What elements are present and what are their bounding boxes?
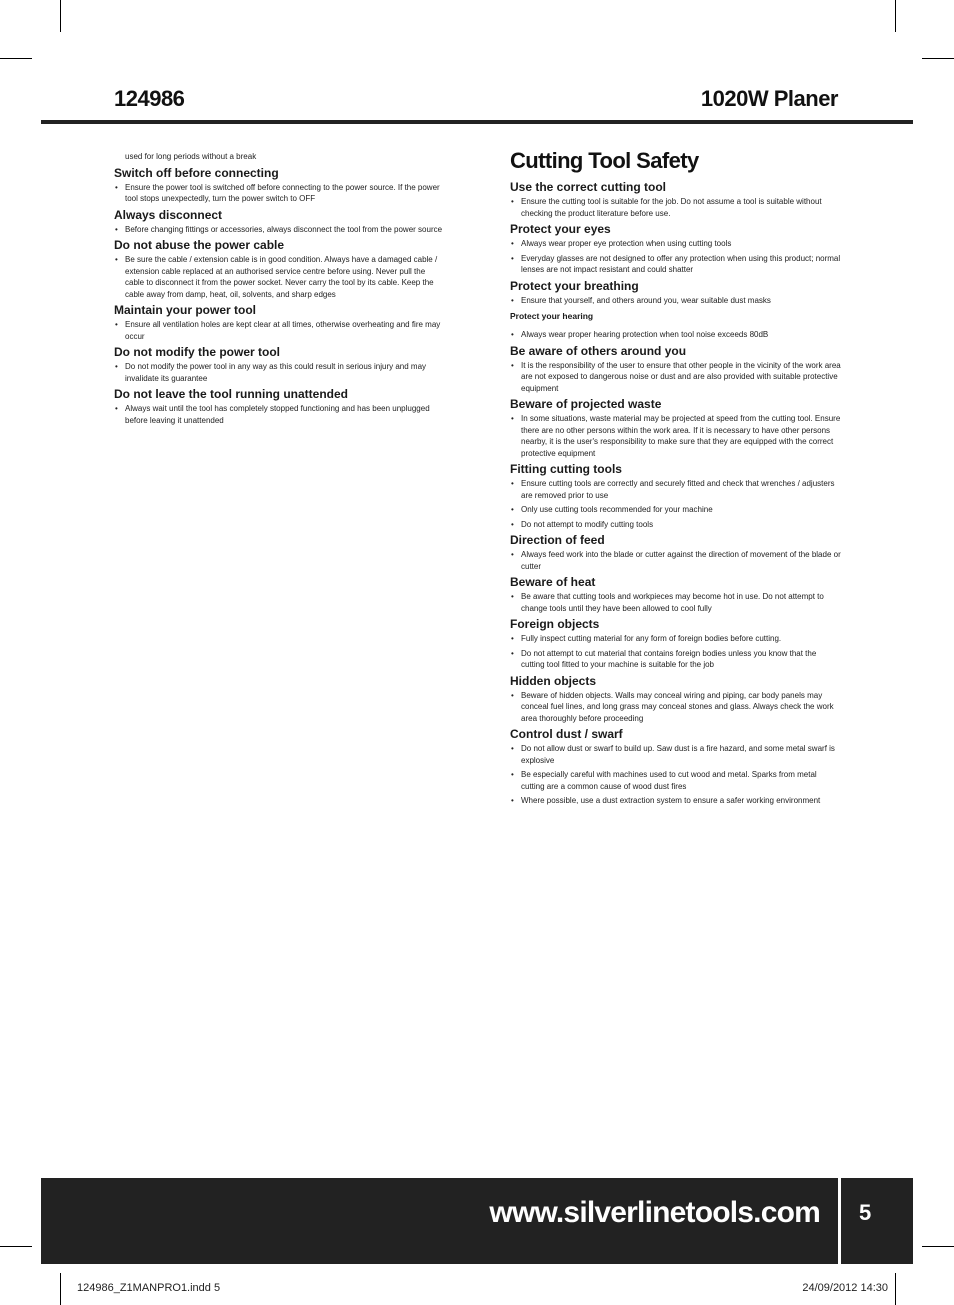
bullet-item: • Do not modify the power tool in any way as this could result in serious injury and may invalidate its guarantee	[114, 361, 444, 384]
section-heading: Fitting cutting tools	[510, 462, 622, 476]
section-heading: Direction of feed	[510, 533, 605, 547]
crop-mark	[922, 1246, 954, 1247]
bullet-list	[510, 413, 842, 459]
bullet-list	[510, 591, 842, 614]
bullet-item: • Ensure cutting tools are correctly and securely fitted and check that wrenches / adjusters are removed prior to use	[510, 478, 842, 501]
lead-text: used for long periods without a break	[125, 152, 257, 161]
bullet-list	[510, 690, 842, 725]
bullet-list	[510, 743, 842, 807]
bullet-list	[114, 361, 444, 384]
section-heading: Be aware of others around you	[510, 343, 687, 358]
bullet-item: • Always wait until the tool has completely stopped functioning and has been unplugged before leaving it unattended	[114, 403, 444, 426]
bullet-item: • Be sure the cable / extension cable is in good condition. Always have a damaged cable / extension cable replaced at an authorised service centre before using. Never pull the cable to disconnect it from the power socket. Never carry the tool by its cable. Keep the cable away from damp, heat, oil, solvents, and sharp edges	[114, 254, 444, 300]
crop-mark	[895, 1273, 896, 1305]
product-code: 124986	[114, 86, 185, 111]
section-heading: Do not leave the tool running unattended	[114, 387, 348, 401]
section-heading: Hidden objects	[510, 673, 597, 688]
slug-date: 24/09/2012 14:30	[802, 1282, 888, 1294]
section-heading: Protect your eyes	[510, 222, 611, 236]
bullet-list	[510, 478, 842, 530]
section-heading: Do not modify the power tool	[114, 345, 280, 359]
section-heading: Beware of projected waste	[510, 397, 662, 411]
section-heading: Beware of heat	[510, 575, 596, 589]
bullet-item: • Ensure that yourself, and others around you, wear suitable dust masks	[510, 295, 842, 307]
section-heading: Protect your hearing	[510, 311, 594, 321]
bullet-item: • Always wear proper eye protection when using cutting tools	[510, 238, 842, 250]
crop-mark	[895, 0, 896, 32]
section-heading: Switch off before connecting	[114, 165, 279, 180]
bullet-item: • Where possible, use a dust extraction system to ensure a safer working environment	[510, 795, 842, 807]
header-rule	[41, 120, 913, 124]
section-heading: Foreign objects	[510, 617, 600, 631]
crop-mark	[60, 0, 61, 32]
bullet-item: • Only use cutting tools recommended for your machine	[510, 504, 842, 516]
page-number: 5	[859, 1200, 872, 1225]
bullet-list	[510, 196, 842, 219]
bullet-list	[114, 319, 444, 342]
crop-mark	[922, 58, 954, 59]
footer-divider	[838, 1178, 841, 1264]
bullet-list	[114, 254, 444, 300]
bullet-item: • Always wear proper hearing protection when tool noise exceeds 80dB	[510, 329, 842, 341]
bullet-item: • It is the responsibility of the user to ensure that other people in the vicinity of the work area are not exposed to dangerous noise or dust and are also provided with suitable protective equipment	[510, 360, 842, 395]
right-column	[510, 148, 842, 810]
bullet-list	[114, 403, 444, 426]
slug-filename: 124986_Z1MANPRO1.indd 5	[77, 1282, 221, 1294]
bullet-list	[510, 360, 842, 395]
left-column	[114, 151, 444, 429]
bullet-item: • Be especially careful with machines used to cut wood and metal. Sparks from metal cutting are a common cause of wood dust fires	[510, 769, 842, 792]
bullet-item: • Before changing fittings or accessories, always disconnect the tool from the power source	[114, 224, 444, 236]
bullet-item: • Be aware that cutting tools and workpieces may become hot in use. Do not attempt to change tools until they have been allowed to cool fully	[510, 591, 842, 614]
section-heading: Do not abuse the power cable	[114, 238, 285, 252]
bullet-list	[510, 549, 842, 572]
bullet-item: • Ensure all ventilation holes are kept clear at all times, otherwise overheating and fire may occur	[114, 319, 444, 342]
bullet-item: • Everyday glasses are not designed to offer any protection when using this product; normal lenses are not impact resistant and could shatter	[510, 253, 842, 276]
bullet-list	[114, 224, 444, 236]
crop-mark	[0, 58, 32, 59]
bullet-list	[114, 182, 444, 205]
bullet-list	[510, 633, 842, 671]
section-heading: Protect your breathing	[510, 278, 639, 293]
section-heading: Control dust / swarf	[510, 727, 623, 741]
bullet-item: • Fully inspect cutting material for any form of foreign bodies before cutting.	[510, 633, 842, 645]
bullet-item: • In some situations, waste material may be projected at speed from the cutting tool. Ensure there are no other persons within the work area. If it is necessary to have other persons nearby, it is the user's responsibility to make sure that they are equipped with the correct protective equipment	[510, 413, 842, 459]
bullet-item: • Ensure the cutting tool is suitable for the job. Do not assume a tool is suitable without checking the product literature before use.	[510, 196, 842, 219]
section-title: Cutting Tool Safety	[510, 148, 699, 173]
bullet-item: • Ensure the power tool is switched off before connecting to the power source. If the power tool stops unexpectedly, turn the power switch to OFF	[114, 182, 444, 205]
section-heading: Maintain your power tool	[114, 303, 257, 317]
website-url: www.silverlinetools.com	[489, 1196, 820, 1229]
footer-bar	[41, 1178, 913, 1264]
crop-mark	[0, 1246, 32, 1247]
bullet-item: • Beware of hidden objects. Walls may conceal wiring and piping, car body panels may conceal fuel lines, and long grass may conceal stones and glass. Always check the work area thoroughly before proceeding	[510, 690, 842, 725]
bullet-item: • Always feed work into the blade or cutter against the direction of movement of the blade or cutter	[510, 549, 842, 572]
bullet-list	[510, 238, 842, 276]
right-sections	[510, 180, 842, 807]
bullet-item: • Do not attempt to modify cutting tools	[510, 519, 842, 531]
bullet-list	[510, 295, 842, 307]
product-title: 1020W Planer	[700, 86, 838, 111]
bullet-list	[510, 329, 842, 341]
section-heading: Always disconnect	[114, 207, 223, 222]
bullet-item: • Do not allow dust or swarf to build up. Saw dust is a fire hazard, and some metal swarf is explosive	[510, 743, 842, 766]
crop-mark	[60, 1273, 61, 1305]
section-heading: Use the correct cutting tool	[510, 180, 667, 194]
bullet-item: • Do not attempt to cut material that contains foreign bodies unless you know that the cutting tool fitted to your machine is suitable for the job	[510, 648, 842, 671]
